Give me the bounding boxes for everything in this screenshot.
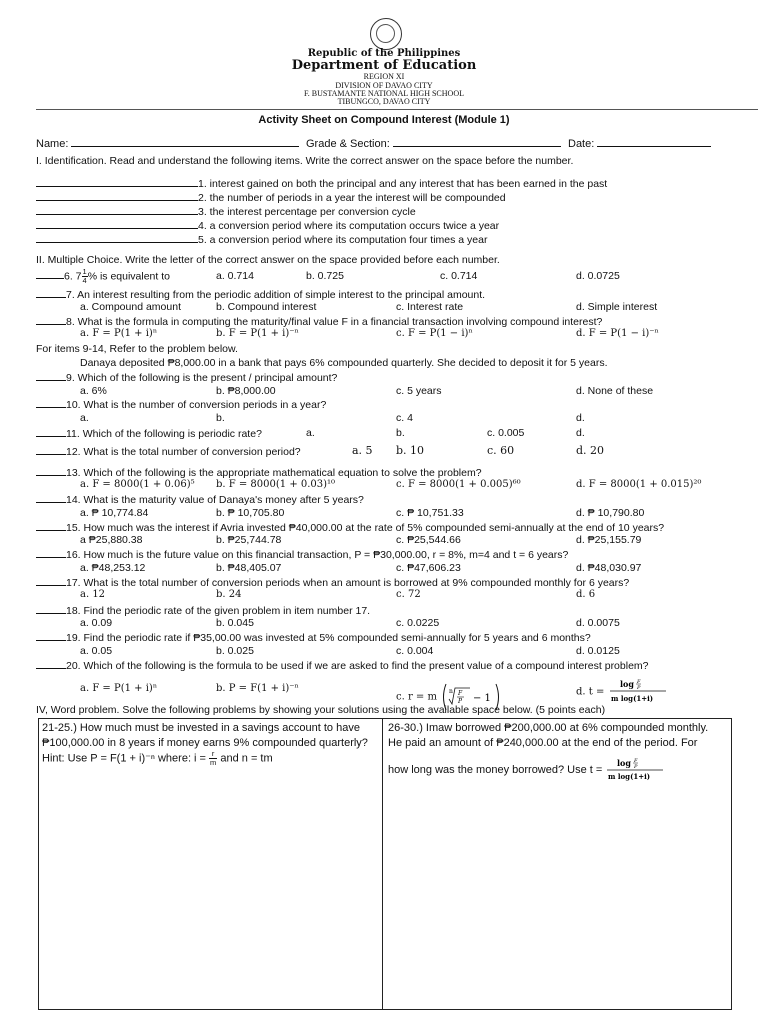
answer-blank[interactable] bbox=[36, 576, 66, 586]
question-15: 15. How much was the interest if Avria invested ₱40,000.00 at the rate of 5% compounded semi-annually at the end of 10 years? bbox=[66, 522, 665, 534]
part4-heading: IV, Word problem. Solve the following problems by showing your solutions using the available space below. (5 points each) bbox=[36, 704, 606, 716]
svg-text:P: P bbox=[634, 764, 638, 770]
choice-c: c. Interest rate bbox=[396, 301, 464, 313]
choice-b: b. 0.025 bbox=[216, 645, 254, 657]
question-6-text: % is equivalent to bbox=[87, 270, 170, 283]
question-14: 14. What is the maturity value of Danaya's money after 5 years? bbox=[66, 494, 364, 506]
name-label: Name: bbox=[36, 138, 69, 150]
choice-c: c. 5 years bbox=[396, 385, 442, 397]
choice-c: c. ₱ 10,751.33 bbox=[396, 507, 464, 519]
region: REGION XI bbox=[363, 72, 405, 81]
choice-a: a. bbox=[306, 427, 315, 439]
division: DIVISION OF DAVAO CITY bbox=[335, 81, 433, 90]
id-item: 2. the number of periods in a year the interest will be compounded bbox=[198, 192, 506, 204]
school-name: F. BUSTAMANTE NATIONAL HIGH SCHOOL bbox=[304, 89, 464, 98]
svg-text:F: F bbox=[636, 679, 641, 685]
choice-c: c. F = 8000(1 + 0.005)⁶⁰ bbox=[396, 479, 521, 490]
problem-text: Danaya deposited ₱8,000.00 in a bank that pays 6% compounded quarterly. She decided to deposit it for 5 years. bbox=[80, 357, 608, 369]
problem-26-line3: how long was the money borrowed? Use t = bbox=[388, 763, 603, 776]
answer-blank[interactable] bbox=[36, 445, 66, 455]
choice-b: b. F = 8000(1 + 0.03)¹⁰ bbox=[216, 479, 336, 490]
answer-blank[interactable] bbox=[36, 398, 66, 408]
log-formula-icon bbox=[608, 677, 670, 707]
answer-blank[interactable] bbox=[36, 427, 66, 437]
id-item: 3. the interest percentage per conversion cycle bbox=[198, 206, 416, 218]
choice-b: b. ₱48,405.07 bbox=[216, 562, 282, 574]
problem-26-line1: 26-30.) Imaw borrowed ₱200,000.00 at 6% compounded monthly. bbox=[388, 722, 709, 734]
question-17: 17. What is the total number of conversion periods when an amount is borrowed at 9% compounded monthly for 6 years? bbox=[66, 577, 630, 589]
department-name: Department of Education bbox=[291, 58, 477, 73]
problem-21-line2: ₱100,000.00 in 8 years if money earns 9% compounded quarterly? bbox=[42, 737, 368, 749]
fraction bbox=[209, 750, 217, 767]
question-20: 20. Which of the following is the formula to be used if we are asked to find the present value of a compound interest problem? bbox=[66, 660, 649, 672]
box-divider bbox=[382, 718, 383, 1010]
answer-blank[interactable] bbox=[36, 219, 198, 229]
choice-d: d. 6 bbox=[576, 589, 596, 600]
answer-blank[interactable] bbox=[36, 315, 66, 325]
choice-d: d. t = bbox=[576, 686, 605, 698]
choice-b: b. ₱25,744.78 bbox=[216, 534, 282, 546]
id-item: 1. interest gained on both the principal and any interest that has been earned in the past bbox=[198, 178, 608, 190]
choice-a: a. 6% bbox=[80, 385, 107, 397]
question-8: 8. What is the formula in computing the maturity/final value F in a financial transaction involving compound interest? bbox=[66, 316, 603, 328]
choice-b: b. Compound interest bbox=[216, 301, 317, 313]
choice-a: a. ₱48,253.12 bbox=[80, 562, 146, 574]
choice-a: a. 0.05 bbox=[80, 645, 113, 657]
choice-d: d. ₱48,030.97 bbox=[576, 562, 642, 574]
answer-blank[interactable] bbox=[36, 493, 66, 503]
choice-d: d. ₱ 10,790.80 bbox=[576, 507, 645, 519]
question-12: 12. What is the total number of conversion period? bbox=[66, 446, 301, 458]
answer-blank[interactable] bbox=[36, 521, 66, 531]
grade-field[interactable] bbox=[393, 137, 561, 147]
choice-b: b. 0.725 bbox=[306, 270, 344, 282]
choice-c: c. 0.005 bbox=[487, 427, 525, 439]
header-rule bbox=[36, 109, 758, 110]
choice-c: c. 0.004 bbox=[396, 645, 434, 657]
problem-21-hint: Hint: Use P = F(1 + i)⁻ⁿ where: i = bbox=[42, 752, 206, 765]
question-7: 7. An interest resulting from the periodic addition of simple interest to the principal amount. bbox=[66, 289, 486, 301]
choice-a: a. ₱ 10,774.84 bbox=[80, 507, 149, 519]
choice-a: a. F = P(1 + i)ⁿ bbox=[80, 683, 158, 694]
answer-blank[interactable] bbox=[36, 288, 66, 298]
choice-a: a. 0.09 bbox=[80, 617, 113, 629]
choice-c: c. ₱25,544.66 bbox=[396, 534, 461, 546]
problem-26-line2: He paid an amount of ₱240,000.00 at the end of the period. For bbox=[388, 737, 698, 749]
choice-a: a. F = 8000(1 + 0.06)⁵ bbox=[80, 479, 195, 490]
choice-c: c. 60 bbox=[487, 444, 515, 457]
fraction-numerator: 1 bbox=[82, 267, 87, 276]
problem-21-hint-n: and n = tm bbox=[220, 752, 273, 765]
choice-c: c. 72 bbox=[396, 589, 421, 600]
svg-text:m log(1+i): m log(1+i) bbox=[608, 772, 651, 781]
choice-c: c. r = m bbox=[396, 691, 437, 703]
choice-a: a. F = P(1 + i)ⁿ bbox=[80, 328, 158, 339]
choice-a: a. Compound amount bbox=[80, 301, 181, 313]
choice-c: c. 0.714 bbox=[440, 270, 478, 282]
republic-line: Republic of the Philippines bbox=[307, 48, 461, 59]
choice-b: b. 24 bbox=[216, 589, 242, 600]
answer-blank[interactable] bbox=[36, 191, 198, 201]
date-label: Date: bbox=[568, 138, 595, 150]
svg-text:P: P bbox=[636, 685, 640, 691]
choice-d: d. bbox=[576, 427, 585, 439]
choice-c: c. ₱47,606.23 bbox=[396, 562, 461, 574]
choice-d: d. 20 bbox=[576, 444, 605, 457]
choice-c: c. 4 bbox=[396, 412, 413, 424]
answer-blank[interactable] bbox=[36, 659, 66, 669]
date-field[interactable] bbox=[597, 137, 711, 147]
choice-d: d. bbox=[576, 412, 585, 424]
choice-a: a. 5 bbox=[352, 444, 373, 457]
choice-d: d. 0.0725 bbox=[576, 270, 620, 282]
choice-a: a. 0.714 bbox=[216, 270, 254, 282]
id-item: 4. a conversion period where its computation occurs twice a year bbox=[198, 220, 500, 232]
choice-d: d. None of these bbox=[576, 385, 654, 397]
fraction-denominator: m bbox=[210, 758, 217, 767]
question-16: 16. How much is the future value on this financial transaction, P = ₱30,000.00, r = 8%, m=4 and t = 6 years? bbox=[66, 549, 569, 561]
svg-text:n: n bbox=[449, 688, 454, 695]
question-6: 6. 7 bbox=[64, 270, 82, 283]
part2-heading: II. Multiple Choice. Write the letter of the correct answer on the space provided before each number. bbox=[36, 254, 500, 266]
question-10: 10. What is the number of conversion periods in a year? bbox=[66, 399, 327, 411]
question-11: 11. Which of the following is periodic rate? bbox=[66, 428, 262, 440]
deped-seal bbox=[370, 18, 402, 50]
answer-blank[interactable] bbox=[36, 548, 66, 558]
answer-blank[interactable] bbox=[36, 631, 66, 641]
svg-text:log: log bbox=[617, 758, 632, 768]
problem-21-line1: 21-25.) How much must be invested in a savings account to have bbox=[42, 722, 360, 734]
choice-d: d. ₱25,155.79 bbox=[576, 534, 642, 546]
answer-blank[interactable] bbox=[36, 177, 198, 187]
choice-d: d. 0.0075 bbox=[576, 617, 620, 629]
choice-d: d. F = P(1 − i)⁻ⁿ bbox=[576, 328, 659, 339]
svg-text:log: log bbox=[619, 679, 634, 689]
choice-b: b. P = F(1 + i)⁻ⁿ bbox=[216, 683, 299, 694]
choice-b: b. 10 bbox=[396, 444, 425, 457]
school-address: TIBUNGCO, DAVAO CITY bbox=[337, 97, 431, 106]
part1-heading: I. Identification. Read and understand the following items. Write the correct answer on the space before the number. bbox=[36, 155, 574, 167]
choice-a: a. bbox=[80, 412, 89, 424]
answer-blank[interactable] bbox=[36, 371, 66, 381]
svg-text:F: F bbox=[458, 690, 463, 697]
fraction-denominator: 4 bbox=[82, 276, 87, 285]
svg-text:− 1: − 1 bbox=[473, 693, 492, 704]
question-9: 9. Which of the following is the present / principal amount? bbox=[66, 372, 338, 384]
question-13: 13. Which of the following is the appropriate mathematical equation to solve the problem? bbox=[66, 467, 482, 479]
choice-b: b. bbox=[396, 427, 405, 439]
choice-d: d. Simple interest bbox=[576, 301, 658, 313]
name-field[interactable] bbox=[71, 137, 299, 147]
question-18: 18. Find the periodic rate of the given problem in item number 17. bbox=[66, 605, 371, 617]
log-formula-icon bbox=[605, 757, 667, 783]
question-19: 19. Find the periodic rate if ₱35,00.00 was invested at 5% compounded semi-annually for 5 years and 6 months? bbox=[66, 632, 591, 644]
svg-text:F: F bbox=[634, 758, 638, 764]
choice-a: a ₱25,880.38 bbox=[80, 534, 143, 546]
choice-c: c. 0.0225 bbox=[396, 617, 440, 629]
answer-blank[interactable] bbox=[36, 466, 66, 476]
answer-blank[interactable] bbox=[36, 269, 64, 279]
choice-b: b. 0.045 bbox=[216, 617, 254, 629]
svg-text:m log(1+i): m log(1+i) bbox=[610, 694, 653, 703]
svg-text:P: P bbox=[458, 698, 463, 705]
choice-d: d. F = 8000(1 + 0.015)²⁰ bbox=[576, 479, 702, 490]
choice-b: b. ₱8,000.00 bbox=[216, 385, 276, 397]
items-reference: For items 9-14, Refer to the problem below. bbox=[36, 343, 238, 355]
answer-blank[interactable] bbox=[36, 233, 198, 243]
choice-b: b. F = P(1 + i)⁻ⁿ bbox=[216, 328, 299, 339]
answer-blank[interactable] bbox=[36, 205, 198, 215]
fraction-numerator: r bbox=[209, 750, 217, 759]
answer-blank[interactable] bbox=[36, 604, 66, 614]
choice-b: b. ₱ 10,705.80 bbox=[216, 507, 285, 519]
choice-a: a. 12 bbox=[80, 589, 106, 600]
grade-label: Grade & Section: bbox=[306, 138, 390, 150]
choice-d: d. 0.0125 bbox=[576, 645, 620, 657]
id-item: 5. a conversion period where its computation four times a year bbox=[198, 234, 488, 246]
choice-c: c. F = P(1 − i)ⁿ bbox=[396, 328, 473, 339]
choice-b: b. bbox=[216, 412, 225, 424]
page-title: Activity Sheet on Compound Interest (Module 1) bbox=[258, 114, 510, 126]
